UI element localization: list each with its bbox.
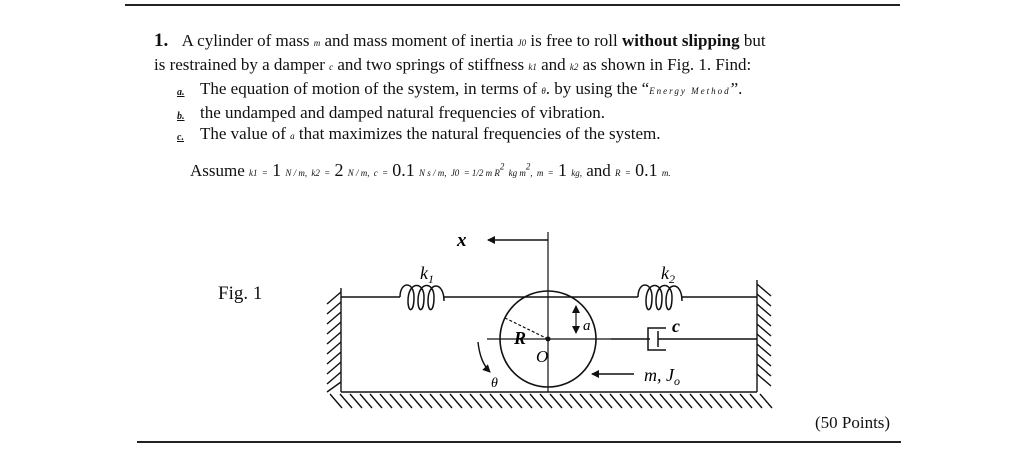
ground (330, 392, 772, 408)
intro-text: and two springs of stiffness (337, 55, 525, 74)
intro-text: is free to roll (530, 31, 618, 50)
intro-text: but (743, 31, 766, 50)
symbol-a: a (290, 131, 295, 141)
figure-label: Fig. 1 (218, 283, 263, 304)
assume-and: and (586, 161, 611, 180)
assume-j0-expr: = 1/2 m R (463, 168, 500, 178)
symbol-j0: J0 (517, 38, 527, 48)
assume-k1-value: 1 (272, 160, 282, 180)
equals-sign: = (547, 168, 554, 178)
question-text: . by using the “ (545, 79, 650, 98)
damper-c (611, 328, 757, 350)
equals-sign: = (381, 168, 389, 178)
intro-text: A cylinder of mass (181, 31, 310, 50)
spring-k2 (548, 285, 757, 310)
separator: , (530, 168, 533, 178)
assume-k2-value: 2 (334, 160, 344, 180)
k2-label: $k_2$ (661, 263, 675, 286)
theta-arrow (478, 342, 490, 372)
assume-r-unit: m. (661, 168, 671, 178)
left-wall (327, 288, 341, 392)
x-label: x (457, 230, 467, 251)
intro-text: as shown in Fig. 1. Find: (582, 55, 752, 74)
equals-sign: = (324, 168, 331, 178)
theta-label: θ (491, 376, 498, 391)
emphasis-no-slip: without slipping (621, 31, 740, 50)
right-wall (757, 280, 771, 392)
question-text: The equation of motion of the system, in terms of (200, 79, 538, 98)
assume-label: Assume (190, 161, 245, 180)
assume-m-unit: kg, (571, 168, 582, 178)
assume-j0-unit: kg m (508, 168, 526, 178)
symbol-c: c (329, 62, 334, 72)
o-label: O (536, 347, 549, 366)
energy-method: Energy Method (649, 86, 731, 96)
assume-k2-unit: N / m, (347, 168, 370, 178)
points-label: (50 Points) (815, 413, 891, 432)
question-text: that maximizes the natural frequencies of the system. (298, 124, 661, 143)
assume-r-symbol: R (615, 168, 621, 178)
assume-c-symbol: c (373, 168, 378, 178)
c-label: c (672, 316, 680, 336)
assume-j0-symbol: J0 (450, 168, 460, 178)
radius-line (505, 318, 548, 339)
symbol-theta: θ (541, 86, 546, 96)
question-marker: a. (177, 87, 185, 98)
center-lines (487, 232, 611, 392)
intro-text: and (541, 55, 566, 74)
assume-k2-symbol: k2 (311, 168, 320, 178)
a-label: a (583, 318, 591, 334)
assume-r-value: 0.1 (635, 160, 658, 180)
intro-text: and mass moment of inertia (324, 31, 514, 50)
assume-m-symbol: m (536, 168, 544, 178)
question-marker: c. (177, 132, 184, 143)
question-marker: b. (177, 111, 185, 122)
assume-j0-unit-sup: 2 (525, 161, 531, 172)
assume-k1-symbol: k1 (249, 168, 258, 178)
assume-k1-unit: N / m, (285, 168, 308, 178)
intro-text: is restrained by a damper (154, 55, 325, 74)
assume-c-value: 0.1 (392, 160, 415, 180)
question-text: The value of (200, 124, 286, 143)
r-label: R (514, 328, 527, 348)
question-text: the undamped and damped natural frequencies of vibration. (200, 103, 606, 122)
spring-k1 (341, 285, 548, 310)
symbol-k2: k2 (569, 62, 579, 72)
k1-label: $k_1$ (420, 263, 434, 286)
equals-sign: = (261, 168, 268, 178)
center-point (546, 337, 551, 342)
equals-sign: = (624, 168, 631, 178)
question-text: ”. (730, 79, 743, 98)
symbol-k1: k1 (528, 62, 537, 72)
mass-label: m, $J_o$ (644, 365, 680, 388)
problem-number: 1. (154, 30, 169, 51)
assume-j0-sup: 2 (499, 161, 505, 172)
assume-c-unit: N s / m, (419, 168, 447, 178)
assume-m-value: 1 (557, 160, 567, 180)
symbol-m: m (313, 38, 321, 48)
bottom-rule (137, 441, 901, 443)
